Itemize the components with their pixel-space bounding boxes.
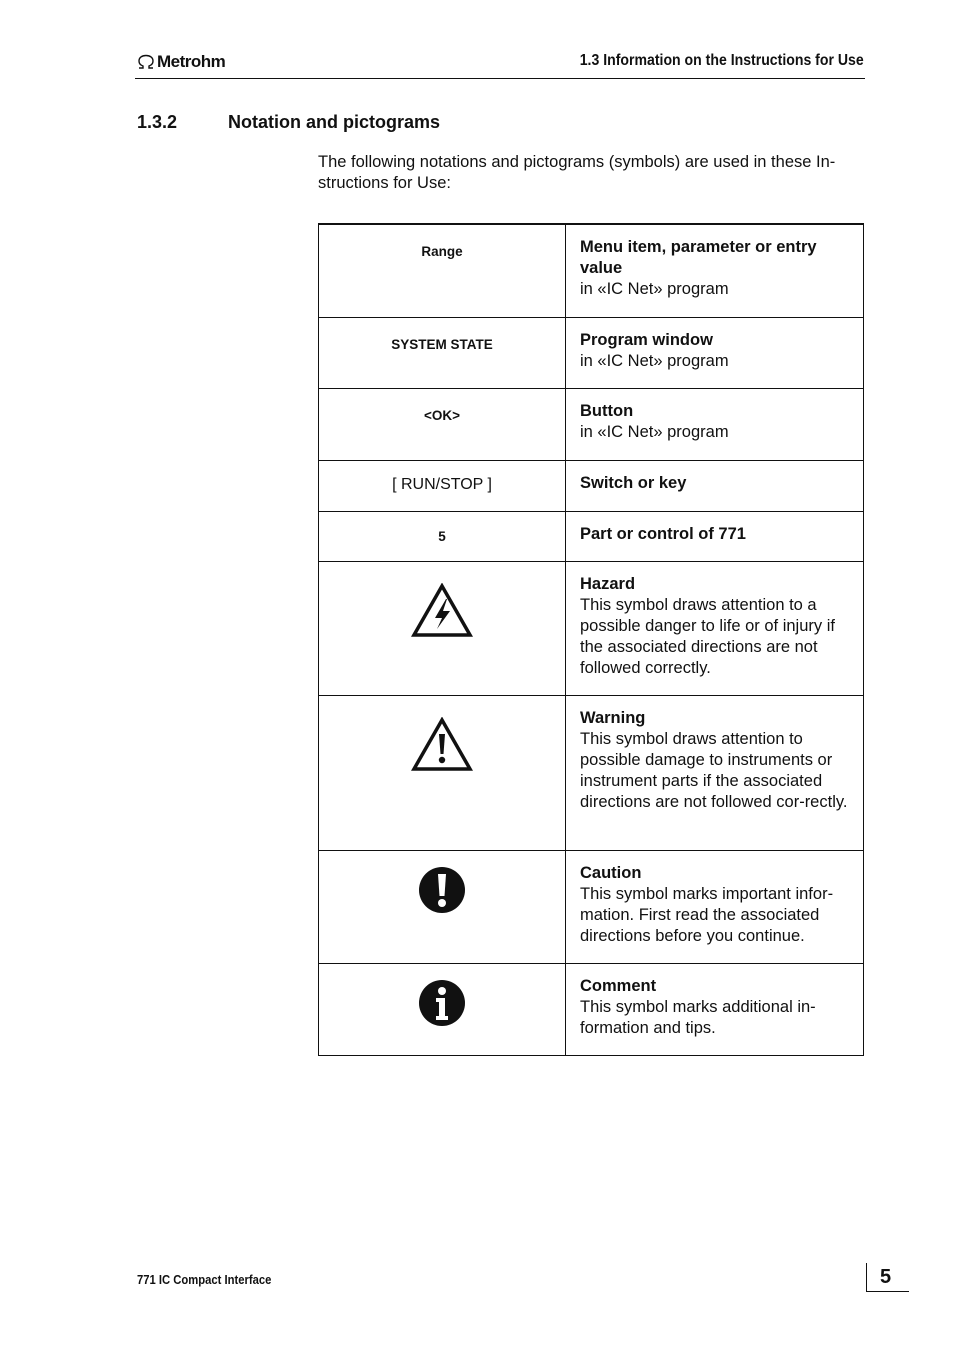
- page-number: 5: [880, 1266, 892, 1288]
- notation-title: Warning: [580, 708, 646, 727]
- section-title: Notation and pictograms: [228, 112, 441, 132]
- caution-icon: [418, 866, 466, 919]
- notation-title: Part or control of 771: [580, 524, 746, 543]
- table-row: [319, 695, 864, 850]
- notation-description: in «IC Net» program: [580, 280, 729, 298]
- section-number: 1.3.2: [137, 112, 178, 132]
- running-header: 1.3 Information on the Instructions for Use: [580, 52, 864, 69]
- notation-example: 5: [438, 528, 446, 544]
- notation-table: [318, 223, 864, 1056]
- header-divider: [135, 78, 865, 79]
- notation-example: <OK>: [423, 407, 461, 423]
- notation-description: This symbol draws attention to possible damage to instruments or instrument parts if the associated directions are not followed cor-rectly.: [580, 729, 848, 811]
- footer-divider-vertical: [866, 1263, 867, 1291]
- notation-title: Hazard: [580, 574, 636, 593]
- table-row: [319, 511, 864, 561]
- footer-divider: [866, 1291, 909, 1292]
- notation-title: Comment: [580, 976, 657, 995]
- warning-icon: [411, 717, 473, 778]
- notation-title: Switch or key: [580, 473, 687, 492]
- brand-name: Metrohm: [157, 52, 226, 71]
- table-row: [319, 224, 864, 317]
- table-row: [319, 317, 864, 388]
- notation-description: in «IC Net» program: [580, 422, 729, 441]
- table-row: [319, 460, 864, 511]
- notation-title: Program window: [580, 330, 713, 349]
- table-row: [319, 963, 864, 1055]
- footer-product-name: 771 IC Compact Interface: [137, 1273, 272, 1287]
- omega-logo-icon: [137, 54, 155, 70]
- notation-description: This symbol draws attention to a possible danger to life or of injury if the associated directions are not followed correctly.: [580, 595, 835, 677]
- brand-logo: [137, 52, 225, 72]
- notation-description: in «IC Net» program: [580, 351, 729, 370]
- intro-paragraph: The following notations and pictograms (symbols) are used in these In-structions for Use:: [318, 153, 836, 192]
- notation-description: This symbol marks additional in-formation and tips.: [580, 997, 816, 1037]
- notation-example: SYSTEM STATE: [391, 336, 493, 352]
- table-row: [319, 561, 864, 695]
- info-icon: [418, 979, 466, 1032]
- notation-title: Caution: [580, 863, 642, 882]
- hazard-icon: [411, 583, 473, 644]
- notation-title: Menu item, parameter or entry value: [580, 238, 817, 277]
- notation-example: [ RUN/STOP ]: [392, 475, 492, 493]
- notation-title: Button: [580, 401, 634, 420]
- table-row: [319, 388, 864, 460]
- notation-example: Range: [421, 244, 463, 259]
- notation-description: This symbol marks important infor-mation. First read the associated directions before you continue.: [580, 884, 834, 945]
- table-row: [319, 850, 864, 963]
